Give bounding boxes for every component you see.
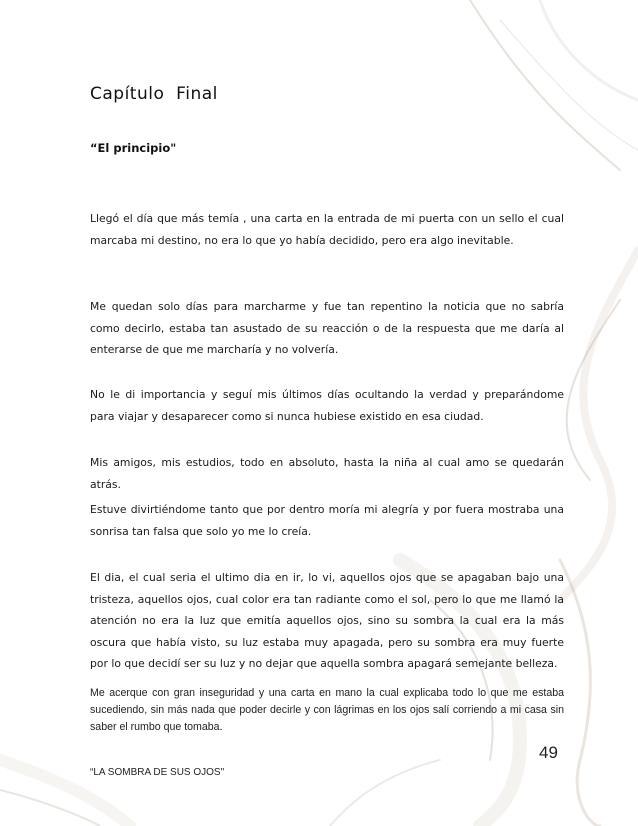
chapter-subtitle: “El principio"	[90, 141, 177, 155]
paragraph-1: Llegó el día que más temía , una carta en la entrada de mi puerta con un sello el cual marcaba mi destino, no era lo que yo había decidido, pero era algo inevitable.	[90, 212, 564, 247]
paragraph-2: Me quedan solo días para marcharme y fue tan repentino la noticia que no sabría como decirlo, estaba tan asustado de su reacción o de la respuesta que me daría al enterarse de que me marcharía y no volvería.	[90, 300, 564, 356]
paragraph-5: Estuve divirtiéndome tanto que por dentro moría mi alegría y por fuera mostraba una sonrisa tan falsa que solo yo me lo creía.	[90, 503, 564, 538]
chapter-title: Capítulo Final	[90, 84, 218, 104]
footer-book-title: “LA SOMBRA DE SUS OJOS"	[90, 767, 225, 778]
paragraph-3: No le di importancia y seguí mis últimos días ocultando la verdad y preparándome para viajar y desaparecer como si nunca hubiese existido en esa ciudad.	[90, 388, 564, 423]
paragraph-6: El dia, el cual seria el ultimo dia en ir, lo vi, aquellos ojos que se apagaban bajo una tristeza, aquellos ojos, cual color era tan radiante como el sol, pero lo que me llamó la atención no era la luz que emitía aquellos ojos, sino su sombra la cual era la más oscura que había visto, su luz estaba muy apagada, pero su sombra era muy fuerte por lo que decidí ser su luz y no dejar que aquella sombra apagará semejante belleza.	[90, 571, 564, 670]
page-number: 49	[539, 743, 558, 762]
paragraph-4: Mis amigos, mis estudios, todo en absoluto, hasta la niña al cual amo se quedarán atrás.	[90, 456, 564, 491]
paragraph-7: Me acerque con gran inseguridad y una carta en mano la cual explicaba todo lo que me estaba sucediendo, sin más nada que poder decirle y con lágrimas en los ojos salí corriendo a mi casa sin saber el rumbo que tomaba.	[90, 687, 564, 733]
